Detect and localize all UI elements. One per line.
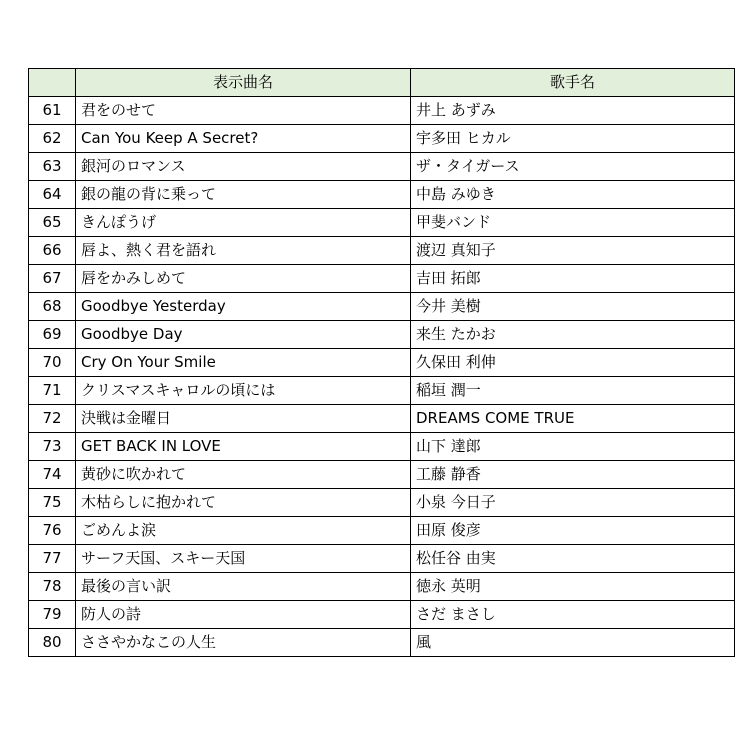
row-number: 80	[29, 629, 76, 657]
artist-name: 久保田 利伸	[411, 349, 735, 377]
table-row	[29, 125, 735, 153]
song-title: 決戦は金曜日	[76, 405, 411, 433]
song-table	[28, 68, 735, 657]
song-title: GET BACK IN LOVE	[76, 433, 411, 461]
song-title: Goodbye Yesterday	[76, 293, 411, 321]
table-header	[29, 69, 735, 97]
song-title: Goodbye Day	[76, 321, 411, 349]
song-title: Cry On Your Smile	[76, 349, 411, 377]
artist-name: 今井 美樹	[411, 293, 735, 321]
row-number: 66	[29, 237, 76, 265]
table-row	[29, 601, 735, 629]
table-row	[29, 545, 735, 573]
artist-name: 渡辺 真知子	[411, 237, 735, 265]
song-list-sheet	[28, 68, 734, 657]
table-row	[29, 461, 735, 489]
table-row	[29, 405, 735, 433]
artist-name: DREAMS COME TRUE	[411, 405, 735, 433]
artist-name: 山下 達郎	[411, 433, 735, 461]
row-number: 70	[29, 349, 76, 377]
table-row	[29, 265, 735, 293]
song-title: 防人の詩	[76, 601, 411, 629]
song-title: サーフ天国、スキー天国	[76, 545, 411, 573]
row-number: 64	[29, 181, 76, 209]
artist-name: 来生 たかお	[411, 321, 735, 349]
artist-name: 田原 俊彦	[411, 517, 735, 545]
table-row	[29, 97, 735, 125]
song-title: 銀の龍の背に乗って	[76, 181, 411, 209]
row-number: 71	[29, 377, 76, 405]
song-title: 黄砂に吹かれて	[76, 461, 411, 489]
row-number: 75	[29, 489, 76, 517]
header-title: 表示曲名	[76, 69, 411, 97]
header-number	[29, 69, 76, 97]
table-row	[29, 209, 735, 237]
artist-name: 工藤 静香	[411, 461, 735, 489]
header-artist: 歌手名	[411, 69, 735, 97]
table-row	[29, 181, 735, 209]
table-row	[29, 629, 735, 657]
table-row	[29, 433, 735, 461]
song-title: クリスマスキャロルの頃には	[76, 377, 411, 405]
row-number: 68	[29, 293, 76, 321]
table-row	[29, 517, 735, 545]
row-number: 74	[29, 461, 76, 489]
row-number: 65	[29, 209, 76, 237]
header-row	[29, 69, 735, 97]
song-title: 君をのせて	[76, 97, 411, 125]
table-row	[29, 153, 735, 181]
song-title: 唇よ、熱く君を語れ	[76, 237, 411, 265]
row-number: 76	[29, 517, 76, 545]
row-number: 62	[29, 125, 76, 153]
row-number: 69	[29, 321, 76, 349]
table-row	[29, 293, 735, 321]
row-number: 77	[29, 545, 76, 573]
table-row	[29, 349, 735, 377]
table-row	[29, 237, 735, 265]
artist-name: さだ まさし	[411, 601, 735, 629]
table-row	[29, 377, 735, 405]
artist-name: 吉田 拓郎	[411, 265, 735, 293]
table-row	[29, 573, 735, 601]
artist-name: 宇多田 ヒカル	[411, 125, 735, 153]
artist-name: 風	[411, 629, 735, 657]
artist-name: 小泉 今日子	[411, 489, 735, 517]
song-title: ごめんよ涙	[76, 517, 411, 545]
row-number: 73	[29, 433, 76, 461]
artist-name: 徳永 英明	[411, 573, 735, 601]
row-number: 79	[29, 601, 76, 629]
song-title: Can You Keep A Secret?	[76, 125, 411, 153]
row-number: 67	[29, 265, 76, 293]
song-title: 最後の言い訳	[76, 573, 411, 601]
row-number: 72	[29, 405, 76, 433]
artist-name: 中島 みゆき	[411, 181, 735, 209]
artist-name: 稲垣 潤一	[411, 377, 735, 405]
row-number: 78	[29, 573, 76, 601]
song-title: 木枯らしに抱かれて	[76, 489, 411, 517]
artist-name: 甲斐バンド	[411, 209, 735, 237]
song-title: ささやかなこの人生	[76, 629, 411, 657]
table-row	[29, 321, 735, 349]
song-title: きんぽうげ	[76, 209, 411, 237]
song-title: 銀河のロマンス	[76, 153, 411, 181]
artist-name: 井上 あずみ	[411, 97, 735, 125]
artist-name: 松任谷 由実	[411, 545, 735, 573]
artist-name: ザ・タイガース	[411, 153, 735, 181]
row-number: 61	[29, 97, 76, 125]
table-body	[29, 97, 735, 657]
song-title: 唇をかみしめて	[76, 265, 411, 293]
row-number: 63	[29, 153, 76, 181]
table-row	[29, 489, 735, 517]
